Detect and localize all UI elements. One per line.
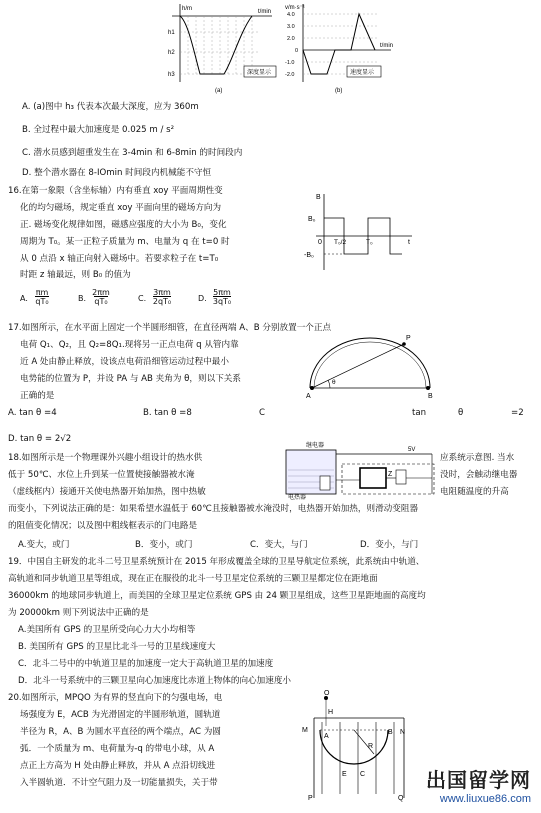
- q15-option-d: D. 整个潜水器在 8-IOmin 时间段内机械能不守恒: [22, 168, 212, 178]
- svg-text:-1.0: -1.0: [285, 60, 295, 66]
- q20-line: 入半圆轨道．不计空气阻力及一切能量损失，关于带: [20, 778, 218, 788]
- svg-text:A: A: [306, 393, 311, 400]
- q20-electric-field-figure: [300, 690, 412, 806]
- q16-magnetic-field-graph: [302, 190, 417, 279]
- q19-option-c: C．北斗二号中的中轨道卫星的加速度一定大于高轨道卫星的加速度: [18, 659, 274, 669]
- q18-line: 而变小，下列说法正确的是：如果希望水温低于 60℃且接触器被水淹没时，电热器开始加热，则滑动变阻器: [8, 504, 419, 514]
- q19-line: 36000km 的地球同步轨道上，而美国的全球卫星定位系统 GPS 由 24 颗卫星组成，这些卫星距地面的高度均: [8, 591, 426, 601]
- svg-text:5V: 5V: [408, 447, 416, 453]
- svg-text:O: O: [324, 690, 330, 697]
- q16-line: 正. 磁场变化规律如图，磁感应强度的大小为 B₀，变化: [20, 220, 227, 230]
- svg-text:E: E: [342, 771, 347, 778]
- q18-right-line: 没时，会触动继电器: [440, 470, 518, 480]
- q16-line: 16.在第一象限（含坐标轴）内有垂直 xoy 平面周期性变: [8, 186, 223, 196]
- svg-text:A: A: [324, 733, 329, 740]
- q19-option-d: D．北斗一号系统中的三颗卫星向心加速度比赤道上物体的向心加速度小: [18, 676, 292, 686]
- svg-text:M: M: [302, 727, 308, 734]
- svg-text:B₀: B₀: [308, 216, 316, 223]
- q18-line: 的阻值变化情况；以及图中粗线框表示的门电路是: [8, 521, 198, 531]
- q19-line: 为 20000km 则下列说法中正确的是: [8, 608, 149, 618]
- q19-line: 高轨道和同步轨道卫星等组成，现在正在服役的北斗一号卫星定位系统的三颗卫星都定位在距地面: [8, 574, 378, 584]
- q18-line: 低于 50℃、水位上升到某一位置使接触器被水淹: [8, 470, 195, 480]
- q17-line: 电荷 Q₁、Q₂，且 Q₂=8Q₁.现将另一正点电荷 q 从管内靠: [20, 340, 239, 350]
- svg-text:(b): (b): [335, 88, 343, 94]
- q20-line: 半径为 R，A、B 为圆水平直径的两个端点，AC 为圆: [20, 727, 221, 737]
- q18-option-b: B．变小，或门: [135, 540, 193, 550]
- velocity-display-box: 速度显示: [350, 70, 375, 76]
- q16-line: 化的均匀磁场，规定垂直 xoy 平面向里的磁场方向为: [20, 203, 222, 213]
- figure-a-depth-graph: [160, 2, 280, 98]
- svg-text:B: B: [388, 729, 393, 736]
- q19-option-a: A.美国所有 GPS 的卫星所受向心力大小均相等: [18, 625, 196, 635]
- q20-line: 点正上方高为 H 处由静止释放，并从 A 点沿切线进: [20, 761, 216, 771]
- svg-text:0: 0: [295, 48, 299, 54]
- svg-text:R: R: [368, 743, 374, 750]
- q19-line: 19．中国自主研发的北斗二号卫星系统预计在 2015 年形成覆盖全球的卫星导航定位系统，此系统由中轨道、: [8, 557, 425, 567]
- q16-line: 从 0 点沿 x 轴正向射入磁场中。若要求粒子在 t=T₀: [20, 254, 219, 264]
- q18-circuit-diagram: [280, 440, 438, 504]
- q18-line: 18.如图所示是一个物理课外兴趣小组设计的热水供: [8, 453, 203, 463]
- svg-text:(a): (a): [215, 88, 223, 94]
- q18-option-a: A.变大，或门: [18, 540, 70, 550]
- q20-line: 弧．一个质量为 m、电荷量为-q 的带电小球，从 A: [20, 744, 215, 754]
- q17-line: 电势能的位置为 P，并设 PA 与 AB 夹角为 θ，则以下关系: [20, 374, 241, 384]
- q20-line: 场强度为 E，ACB 为光滑固定的半圆形轨道，圆轨道: [20, 710, 221, 720]
- svg-text:h1: h1: [168, 30, 175, 36]
- q16-line: 周期为 T₀。某一正粒子质量为 m、电量为 q 在 t=0 时: [20, 237, 230, 247]
- q17-option-a: A. tan θ =4: [8, 408, 57, 418]
- svg-text:H: H: [328, 709, 334, 716]
- svg-text:h2: h2: [168, 50, 175, 56]
- q19-option-b: B. 美国所有 GPS 的卫星比北斗一号的卫星线速度大: [18, 642, 216, 652]
- q18-option-c: C．变大，与门: [250, 540, 308, 550]
- q17-line: 正确的是: [20, 391, 55, 401]
- q17-option-c-tan: tan: [412, 408, 427, 418]
- svg-text:3.0: 3.0: [287, 24, 295, 30]
- q17-semicircle-figure: [300, 330, 440, 404]
- q17-line: 17.如图所示，在水平面上固定一个半圆形细管，在直径两端 A、B 分别放置一个正点: [8, 323, 332, 333]
- q17-option-c-key: C: [259, 408, 266, 418]
- figure-b-velocity-graph: [283, 2, 398, 98]
- svg-text:电热器: 电热器: [288, 495, 307, 500]
- q18-right-line: 应系统示意图. 当水: [440, 453, 515, 463]
- svg-text:N: N: [400, 729, 406, 736]
- svg-text:C: C: [360, 771, 366, 778]
- q17-option-d: D. tan θ = 2√2: [8, 434, 72, 444]
- q17-option-c-theta: θ: [458, 408, 464, 418]
- q18-option-d: D．变小，与门: [360, 540, 419, 550]
- axis-label: h/m: [182, 6, 193, 12]
- q15-option-c: C. 潜水员感到超重发生在 3-4min 和 6-8min 的时间段内: [22, 148, 243, 158]
- svg-text:B: B: [428, 393, 433, 400]
- svg-text:4.0: 4.0: [287, 12, 295, 18]
- svg-text:继电器: 继电器: [306, 443, 325, 449]
- svg-text:P: P: [406, 335, 411, 342]
- q17-option-c-value: =2: [511, 408, 524, 418]
- svg-text:v/m·s⁻¹: v/m·s⁻¹: [285, 5, 305, 11]
- svg-text:t: t: [408, 239, 410, 246]
- svg-text:T₀: T₀: [366, 239, 373, 246]
- q17-option-b: B. tan θ =8: [143, 408, 192, 418]
- svg-text:0: 0: [318, 239, 322, 246]
- svg-text:B: B: [316, 194, 321, 201]
- q18-right-line: 电阻随温度的升高: [440, 487, 509, 497]
- q15-option-a: A. (a)图中 h₃ 代表本次最大深度，应为 360m: [22, 102, 199, 112]
- q17-line: 近 A 处由静止释放，设该点电荷沿细管运动过程中最小: [20, 357, 229, 367]
- watermark-logo: 出国留学网 www.liuxue86.com: [426, 768, 531, 805]
- svg-text:Q: Q: [398, 795, 404, 802]
- svg-text:Z: Z: [388, 471, 393, 478]
- svg-text:-2.0: -2.0: [285, 72, 295, 78]
- depth-display-box: 深度显示: [247, 70, 272, 76]
- q15-option-b: B. 全过程中最大加速度是 0.025 m / s²: [22, 125, 175, 135]
- svg-text:θ: θ: [332, 379, 336, 386]
- q20-line: 20.如图所示，MPQO 为有界的竖直向下的匀强电场，电: [8, 693, 223, 703]
- svg-text:T₀/2: T₀/2: [334, 239, 347, 246]
- q16-line: 时距 z 轴最远，则 B₀ 的值为: [20, 270, 131, 280]
- svg-text:h3: h3: [168, 72, 175, 78]
- axis-label: t/min: [258, 9, 272, 15]
- svg-text:t/min: t/min: [380, 43, 394, 49]
- svg-text:-B₀: -B₀: [304, 252, 314, 259]
- svg-text:2.0: 2.0: [287, 36, 295, 42]
- svg-text:P: P: [308, 795, 313, 802]
- q18-line: （虚线框内）接通开关使电热器开始加热，图中热敏: [8, 487, 206, 497]
